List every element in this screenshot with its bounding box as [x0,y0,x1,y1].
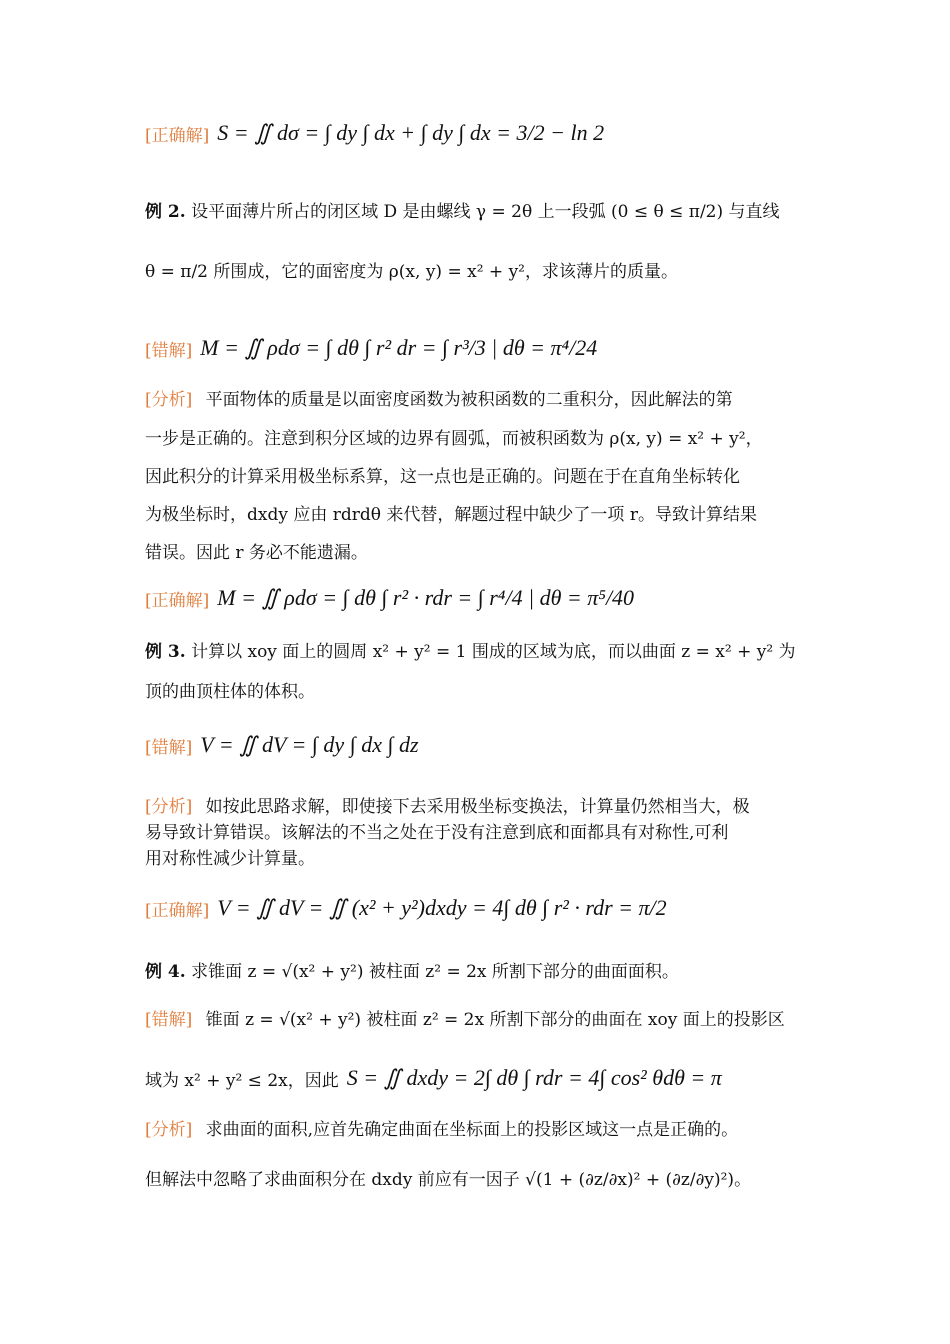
formula-2-wrong: M = ∬ ρdσ = ∫ dθ ∫ r² dr = ∫ r³/3 | dθ = π⁴/24 [200,335,598,360]
analysis-3-line-2 [145,821,810,845]
analysis-2-text-2: 一步是正确的。注意到积分区域的边界有圆弧，而被积函数为 ρ(x, y) = x² + y²， [145,429,763,449]
right-solution-2 [145,585,634,611]
analysis-tag-4: [分析] [145,1120,193,1140]
wrong-solution-tag-2: [错解] [145,340,193,361]
analysis-3-line-3 [145,847,810,871]
right-solution-3 [145,895,667,921]
wrong-solution-2 [145,335,597,361]
analysis-3-text-2: 易导致计算错误。该解法的不当之处在于没有注意到底和面都具有对称性,可利 [145,823,729,843]
wrong-4-line-1 [145,1008,810,1032]
example-3-text-1: 计算以 xoy 面上的圆周 x² + y² = 1 围成的区域为底，而以曲面 z = x² + y² 为 [191,642,796,662]
example-3-line-1 [145,640,810,664]
example-2-text-1: 设平面薄片所占的闭区域 D 是由螺线 γ = 2θ 上一段弧 (0 ≤ θ ≤ π/2) 与直线 [191,202,780,222]
analysis-3-text-1: 如按此思路求解，即使接下去采用极坐标变换法，计算量仍然相当大，极 [205,797,750,817]
formula-3-wrong: V = ∬ dV = ∫ dy ∫ dx ∫ dz [200,732,419,757]
analysis-4-line-1 [145,1118,810,1142]
analysis-4-text-2: 但解法中忽略了求曲面积分在 dxdy 前应有一因子 √(1 + (∂z/∂x)² + (∂z/∂y)²)。 [145,1170,752,1190]
analysis-2-line-2 [145,427,810,451]
formula-2-right: M = ∬ ρdσ = ∫ dθ ∫ r² · rdr = ∫ r⁴/4 | dθ = π⁵/40 [217,585,635,610]
analysis-2-line-3 [145,465,810,489]
wrong-4-line-2 [145,1065,722,1091]
example-4-text: 求锥面 z = √(x² + y²) 被柱面 z² = 2x 所割下部分的曲面面积。 [191,962,679,982]
formula-3-right: V = ∬ dV = ∬ (x² + y²)dxdy = 4∫ dθ ∫ r² · rdr = π/2 [217,895,667,920]
formula-1: S = ∬ dσ = ∫ dy ∫ dx + ∫ dy ∫ dx = 3/2 − ln 2 [217,120,605,145]
analysis-3-text-3: 用对称性减少计算量。 [145,849,315,869]
analysis-3-line-1 [145,795,810,819]
analysis-tag-2: [分析] [145,390,193,410]
wrong-solution-tag-4: [错解] [145,1010,193,1030]
right-solution-tag-1: [正确解] [145,125,210,146]
wrong-solution-3 [145,732,419,758]
analysis-4-line-2 [145,1168,810,1192]
example-3-line-2 [145,680,810,704]
example-2-line-1 [145,200,810,224]
analysis-2-line-1 [145,388,810,412]
analysis-2-text-4: 为极坐标时，dxdy 应由 rdrdθ 来代替，解题过程中缺少了一项 r。导致计算结果 [145,505,757,525]
example-2-line-2 [145,260,810,284]
analysis-2-text-1: 平面物体的质量是以面密度函数为被积函数的二重积分，因此解法的第 [205,390,733,410]
wrong-solution-tag-3: [错解] [145,737,193,758]
example-4-line [145,960,810,984]
wrong-4-text-2: 域为 x² + y² ≤ 2x，因此 [145,1070,339,1091]
formula-4-wrong: S = ∬ dxdy = 2∫ dθ ∫ rdr = 4∫ cos² θdθ = π [346,1065,722,1090]
example-2-text-2: θ = π/2 所围成，它的面密度为 ρ(x, y) = x² + y²，求该薄片的质量。 [145,262,678,282]
example-2-title: 例 2. [145,202,186,222]
example-3-title: 例 3. [145,642,186,662]
analysis-2-text-5: 错误。因此 r 务必不能遗漏。 [145,543,368,563]
wrong-4-text-1: 锥面 z = √(x² + y²) 被柱面 z² = 2x 所割下部分的曲面在 xoy 面上的投影区 [205,1010,785,1030]
analysis-4-text-1: 求曲面的面积,应首先确定曲面在坐标面上的投影区域这一点是正确的。 [205,1120,739,1140]
analysis-tag-3: [分析] [145,797,193,817]
example-3-text-2: 顶的曲顶柱体的体积。 [145,682,315,702]
solution-1 [145,120,604,146]
analysis-2-line-4 [145,503,810,527]
analysis-2-line-5 [145,541,810,565]
right-solution-tag-3: [正确解] [145,900,210,921]
example-4-title: 例 4. [145,962,186,982]
analysis-2-text-3: 因此积分的计算采用极坐标系算，这一点也是正确的。问题在于在直角坐标转化 [145,467,740,487]
right-solution-tag-2: [正确解] [145,590,210,611]
